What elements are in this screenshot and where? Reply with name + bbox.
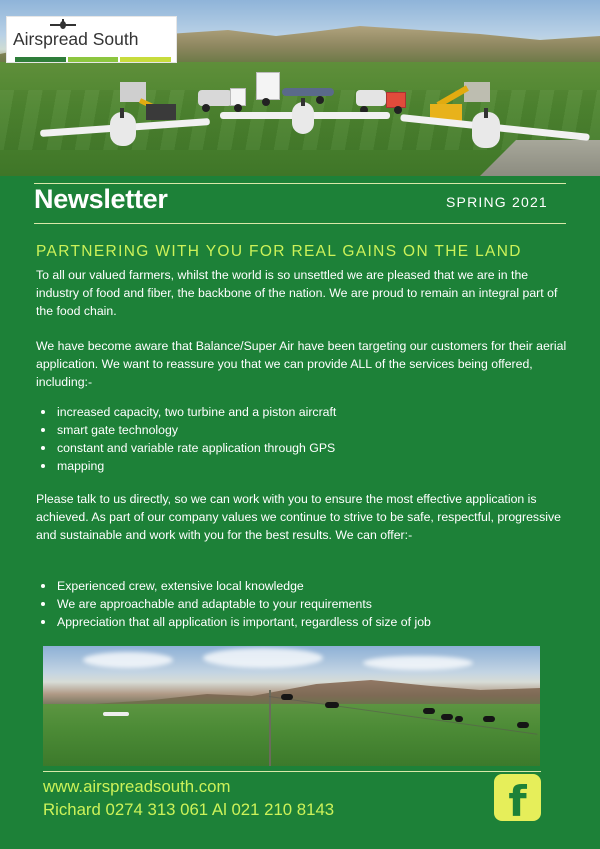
brand-logo [6,16,177,63]
cow [423,708,435,714]
cow [325,702,339,708]
cow [517,722,529,728]
cow [281,694,293,700]
aircraft-left [40,108,210,148]
header-bottom-rule [34,223,566,224]
cow [483,716,495,722]
list-item: smart gate technology [36,421,570,439]
list-item: constant and variable rate application through GPS [36,439,570,457]
list-item: We are approachable and adaptable to your requirements [36,595,570,613]
aircraft-right [400,110,590,150]
brand-bar-1 [15,57,66,62]
cow [441,714,453,720]
brand-bar-3 [120,57,171,62]
aircraft-centre [220,100,390,136]
list-item: increased capacity, two turbine and a piston aircraft [36,403,570,421]
cow [455,716,463,722]
list-item: mapping [36,457,570,475]
list-item: Appreciation that all application is important, regardless of size of job [36,613,570,631]
facebook-icon[interactable]: f [494,774,541,821]
footer-rule [43,771,541,772]
services-list [36,403,570,475]
offer-paragraph: Please talk to us directly, so we can work with you to ensure the most effective application is achieved. As part of our company values we continue to strive to be safe, respectful, progressive and sustainable and work with you for the best results. We can offer:- [36,492,561,542]
contact-phones: Richard 0274 313 061 Al 021 210 8143 [43,800,335,819]
headline: PARTNERING WITH YOU FOR REAL GAINS ON THE LAND [36,243,522,260]
intro-paragraph: To all our valued farmers, whilst the world is so unsettled we are pleased that we are in the industry of food and fiber, the backbone of the nation. We are proud to remain an integral part of the food chain. [36,268,558,318]
offers-list [36,577,570,631]
newsletter-title: Newsletter [34,184,168,214]
season-label: SPRING 2021 [446,194,548,210]
brand-color-bars [15,57,171,62]
brand-name: Airspread South [13,29,139,49]
list-item: Experienced crew, extensive local knowledge [36,577,570,595]
panorama-photo [43,646,540,766]
brand-bar-2 [68,57,119,62]
fence-post [269,690,271,766]
panorama-aircraft [103,712,129,716]
services-paragraph: We have become aware that Balance/Super Air have been targeting our customers for their aerial application. We want to reassure you that we can provide ALL of the services being offered, including:- [36,339,567,389]
website-link[interactable]: www.airspreadsouth.com [43,777,231,796]
